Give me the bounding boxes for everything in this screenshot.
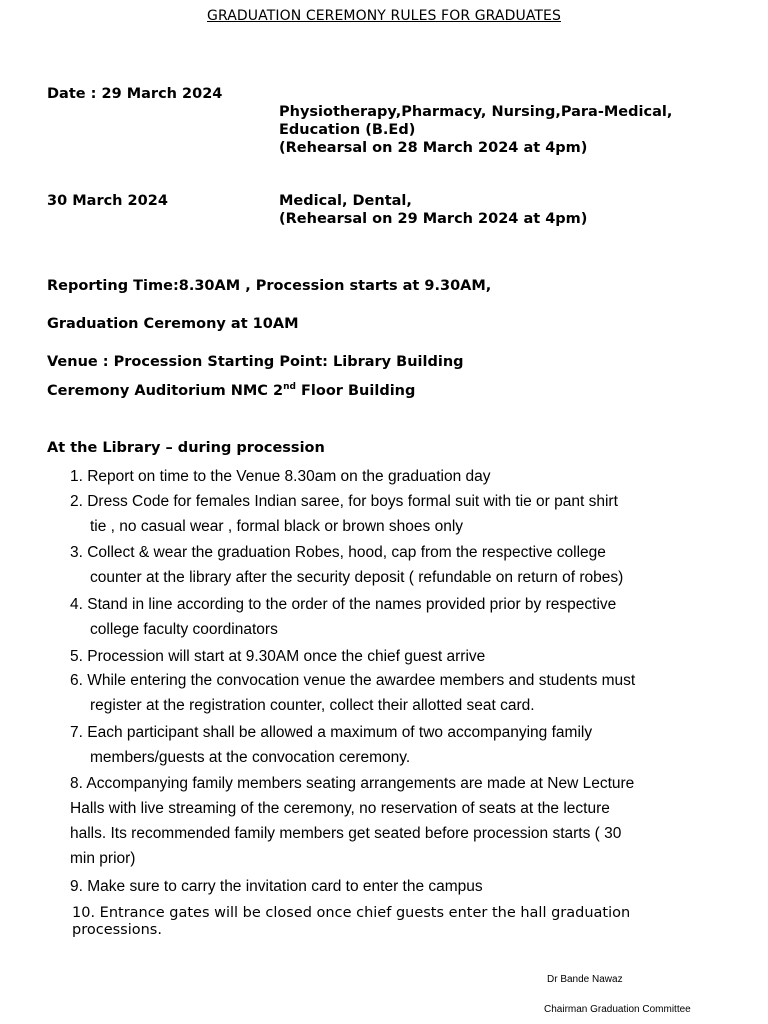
schedule-line: Medical, Dental, — [279, 193, 412, 209]
rule-item-8-line-3: halls. Its recommended family members get seated before procession starts ( 30 — [70, 825, 622, 842]
auditorium-text: Ceremony Auditorium NMC 2 — [47, 383, 284, 399]
schedule-date-2: 30 March 2024 — [47, 193, 168, 209]
signatory-role: Chairman Graduation Committee — [544, 1004, 691, 1015]
rule-text-continued: counter at the library after the security deposit ( refundable on return of robes) — [90, 569, 624, 586]
rule-text-continued: register at the registration counter, collect their allotted seat card. — [90, 697, 535, 714]
rule-text-continued: tie , no casual wear , formal black or brown shoes only — [90, 518, 464, 535]
section-heading: At the Library – during procession — [47, 440, 325, 456]
rule-item-6 — [70, 668, 635, 718]
schedule-courses-1 — [279, 103, 672, 157]
page-title: GRADUATION CEREMONY RULES FOR GRADUATES — [207, 8, 561, 24]
rule-item-10 — [72, 905, 630, 939]
auditorium — [47, 382, 415, 400]
rule-text: 10. Entrance gates will be closed once chief guests enter the hall graduation — [72, 905, 631, 921]
schedule-line: Physiotherapy,Pharmacy, Nursing,Para-Medical, — [279, 104, 673, 120]
ordinal-suffix: nd — [283, 382, 296, 392]
rule-text: 1. Report on time to the Venue 8.30am on the graduation day — [70, 468, 491, 485]
rule-item-4 — [70, 592, 616, 642]
rule-text: 6. While entering the convocation venue the awardee members and students must — [70, 672, 636, 689]
rule-item-8-line-1: 8. Accompanying family members seating arrangements are made at New Lecture — [70, 775, 635, 792]
rule-text: 2. Dress Code for females Indian saree, for boys formal suit with tie or pant shirt — [70, 493, 618, 510]
venue: Venue : Procession Starting Point: Library Building — [47, 354, 464, 370]
schedule-line: (Rehearsal on 28 March 2024 at 4pm) — [279, 140, 588, 156]
rule-text: 3. Collect & wear the graduation Robes, hood, cap from the respective college — [70, 544, 606, 561]
rule-item-7 — [70, 720, 592, 770]
rule-text: 5. Procession will start at 9.30AM once the chief guest arrive — [70, 648, 486, 665]
rule-item-2 — [70, 489, 618, 539]
rule-text-continued: college faculty coordinators — [90, 621, 278, 638]
rule-item-8-line-2: Halls with live streaming of the ceremony, no reservation of seats at the lecture — [70, 800, 610, 817]
rule-item-8-line-4: min prior) — [70, 850, 136, 867]
schedule-date-1: Date : 29 March 2024 — [47, 86, 223, 102]
rule-item-5 — [70, 644, 485, 669]
schedule-line: (Rehearsal on 29 March 2024 at 4pm) — [279, 211, 588, 227]
auditorium-text-end: Floor Building — [295, 383, 416, 399]
rule-text-continued: members/guests at the convocation ceremony. — [90, 749, 411, 766]
reporting-time: Reporting Time:8.30AM , Procession starts at 9.30AM, — [47, 278, 492, 294]
signatory-name: Dr Bande Nawaz — [547, 974, 623, 985]
schedule-line: Education (B.Ed) — [279, 122, 416, 138]
ceremony-time: Graduation Ceremony at 10AM — [47, 316, 299, 332]
rule-text: 7. Each participant shall be allowed a maximum of two accompanying family — [70, 724, 593, 741]
rule-item-3 — [70, 540, 623, 590]
schedule-courses-2 — [279, 192, 587, 228]
rule-text: 4. Stand in line according to the order of the names provided prior by respective — [70, 596, 617, 613]
rule-item-1 — [70, 464, 491, 489]
rule-item-9: 9. Make sure to carry the invitation card to enter the campus — [70, 878, 483, 895]
rule-text-continued: processions. — [72, 922, 162, 938]
